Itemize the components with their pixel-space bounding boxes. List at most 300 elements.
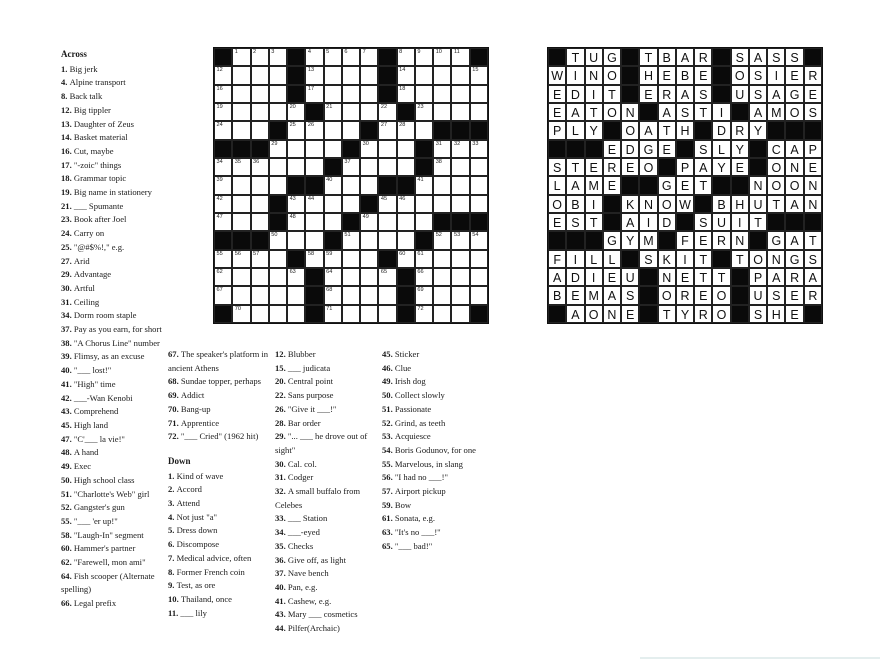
grid-cell[interactable]	[360, 48, 378, 66]
grid-cell[interactable]	[324, 140, 342, 158]
grid-cell[interactable]	[251, 213, 269, 231]
grid-cell[interactable]	[251, 250, 269, 268]
grid-cell[interactable]	[378, 305, 396, 323]
grid-cell[interactable]	[470, 158, 488, 176]
clues-column-2	[168, 348, 274, 620]
solution-cell	[658, 103, 676, 121]
grid-cell[interactable]	[470, 85, 488, 103]
black-square	[433, 121, 451, 139]
grid-cell[interactable]	[287, 195, 305, 213]
grid-cell[interactable]	[232, 305, 250, 323]
grid-cell[interactable]	[214, 195, 232, 213]
grid-cell[interactable]	[287, 286, 305, 304]
grid-cell[interactable]	[324, 286, 342, 304]
grid-cell[interactable]	[287, 213, 305, 231]
grid-cell[interactable]	[305, 66, 323, 84]
down-clues-column-3	[275, 348, 379, 636]
grid-cell[interactable]	[433, 176, 451, 194]
grid-cell[interactable]	[378, 103, 396, 121]
grid-cell[interactable]	[269, 85, 287, 103]
grid-cell[interactable]	[214, 85, 232, 103]
grid-cell[interactable]	[342, 305, 360, 323]
grid-cell[interactable]	[342, 85, 360, 103]
grid-cell[interactable]	[360, 176, 378, 194]
grid-cell[interactable]	[305, 213, 323, 231]
grid-cell[interactable]	[269, 268, 287, 286]
solution-letter: P	[753, 270, 763, 285]
solution-letter: O	[588, 307, 599, 322]
solution-cell	[621, 268, 639, 286]
grid-cell[interactable]	[451, 231, 469, 249]
grid-cell[interactable]	[451, 268, 469, 286]
clue-number: 39	[216, 177, 223, 184]
grid-cell[interactable]	[251, 305, 269, 323]
grid-cell[interactable]	[415, 66, 433, 84]
solution-cell	[621, 121, 639, 139]
grid-cell[interactable]	[451, 103, 469, 121]
grid-cell[interactable]	[360, 140, 378, 158]
grid-cell[interactable]	[451, 286, 469, 304]
grid-cell[interactable]	[360, 250, 378, 268]
grid-cell[interactable]	[360, 158, 378, 176]
solution-letter: H	[771, 307, 781, 322]
solution-cell	[731, 48, 749, 66]
grid-cell[interactable]	[451, 48, 469, 66]
grid-cell[interactable]	[378, 121, 396, 139]
black-square	[639, 268, 657, 286]
solution-letter: D	[625, 142, 635, 157]
solution-letter: A	[753, 105, 763, 120]
solution-letter: G	[789, 87, 800, 102]
grid-cell[interactable]	[470, 268, 488, 286]
grid-cell[interactable]	[397, 213, 415, 231]
grid-cell[interactable]	[342, 231, 360, 249]
clue-number: 35	[234, 158, 241, 165]
black-square	[548, 231, 566, 249]
grid-cell[interactable]	[269, 250, 287, 268]
solution-cell	[767, 158, 785, 176]
solution-cell	[804, 231, 822, 249]
grid-cell[interactable]	[287, 158, 305, 176]
grid-cell[interactable]	[214, 103, 232, 121]
grid-cell[interactable]	[360, 213, 378, 231]
grid-cell[interactable]	[232, 195, 250, 213]
grid-cell[interactable]	[214, 176, 232, 194]
grid-cell[interactable]	[232, 121, 250, 139]
black-square	[397, 103, 415, 121]
solution-letter: A	[607, 289, 617, 304]
solution-cell	[731, 158, 749, 176]
grid-cell[interactable]	[342, 176, 360, 194]
grid-cell[interactable]	[360, 231, 378, 249]
grid-cell[interactable]	[360, 268, 378, 286]
grid-cell[interactable]	[397, 140, 415, 158]
solution-letter: G	[661, 179, 672, 194]
black-square	[378, 66, 396, 84]
grid-cell[interactable]	[415, 268, 433, 286]
clue-number: 16	[216, 85, 223, 92]
grid-cell[interactable]	[324, 121, 342, 139]
black-square	[470, 48, 488, 66]
black-square	[548, 305, 566, 323]
grid-cell[interactable]	[232, 250, 250, 268]
black-square	[470, 213, 488, 231]
grid-cell[interactable]	[397, 158, 415, 176]
grid-cell[interactable]	[378, 158, 396, 176]
solution-cell	[767, 176, 785, 194]
solution-letter: N	[808, 197, 818, 212]
grid-cell[interactable]	[214, 250, 232, 268]
grid-cell[interactable]	[397, 66, 415, 84]
grid-cell[interactable]	[470, 140, 488, 158]
black-square	[585, 231, 603, 249]
grid-cell[interactable]	[433, 66, 451, 84]
grid-cell[interactable]	[451, 176, 469, 194]
grid-cell[interactable]	[232, 158, 250, 176]
down-clue: 63. "It's no ___!"	[382, 527, 441, 538]
grid-cell[interactable]	[360, 66, 378, 84]
solution-cell	[749, 213, 767, 231]
grid-cell[interactable]	[214, 66, 232, 84]
solution-letter: A	[571, 105, 580, 120]
black-square	[712, 250, 730, 268]
grid-cell[interactable]	[433, 158, 451, 176]
grid-cell[interactable]	[305, 158, 323, 176]
down-clue: 45. Sticker	[382, 349, 420, 359]
solution-cell	[767, 85, 785, 103]
grid-cell[interactable]	[378, 213, 396, 231]
solution-letter: I	[591, 197, 596, 212]
grid-cell[interactable]	[305, 250, 323, 268]
grid-cell[interactable]	[415, 195, 433, 213]
solution-cell	[749, 103, 767, 121]
grid-cell[interactable]	[269, 66, 287, 84]
grid-cell[interactable]	[470, 66, 488, 84]
grid-cell[interactable]	[305, 140, 323, 158]
clue-number: 64	[326, 268, 333, 275]
grid-cell[interactable]	[451, 195, 469, 213]
across-clue: 30. Artful	[61, 282, 95, 293]
grid-cell[interactable]	[324, 85, 342, 103]
grid-cell[interactable]	[342, 48, 360, 66]
grid-cell[interactable]	[360, 85, 378, 103]
grid-cell[interactable]	[251, 158, 269, 176]
grid-cell[interactable]	[360, 103, 378, 121]
grid-cell[interactable]	[342, 286, 360, 304]
grid-cell[interactable]	[470, 250, 488, 268]
grid-cell[interactable]	[342, 103, 360, 121]
solution-cell	[767, 48, 785, 66]
across-clue: 47. "C'___ la vie!"	[61, 433, 125, 444]
grid-cell[interactable]	[232, 66, 250, 84]
down-clue: 34. ___-eyed	[275, 527, 320, 538]
grid-cell[interactable]	[232, 213, 250, 231]
clue-number: 10	[435, 49, 442, 55]
solution-letter: I	[719, 105, 724, 120]
grid-cell[interactable]	[397, 121, 415, 139]
grid-cell[interactable]	[287, 103, 305, 121]
grid-cell[interactable]	[433, 85, 451, 103]
grid-cell[interactable]	[415, 213, 433, 231]
across-clue: 52. Gangster's gun	[61, 502, 125, 513]
clue-number: 68	[326, 287, 333, 294]
solution-letter: A	[644, 124, 653, 139]
grid-cell[interactable]	[415, 286, 433, 304]
solution-cell	[658, 121, 676, 139]
solution-cell	[676, 121, 694, 139]
down-clue: 28. Bar order	[275, 417, 321, 428]
grid-cell[interactable]	[287, 140, 305, 158]
solution-letter: N	[790, 160, 800, 175]
across-clue: 68. Sundae topper, perhaps	[168, 376, 261, 387]
grid-cell[interactable]	[232, 176, 250, 194]
grid-cell[interactable]	[232, 103, 250, 121]
grid-cell[interactable]	[451, 305, 469, 323]
grid-cell[interactable]	[433, 195, 451, 213]
solution-cell	[731, 213, 749, 231]
grid-cell[interactable]	[287, 305, 305, 323]
down-heading: Down	[168, 455, 191, 466]
solution-cell	[603, 140, 621, 158]
grid-cell[interactable]	[433, 305, 451, 323]
grid-cell[interactable]	[324, 305, 342, 323]
solution-cell	[639, 66, 657, 84]
clue-number: 54	[472, 232, 479, 239]
grid-cell[interactable]	[378, 231, 396, 249]
solution-cell	[639, 85, 657, 103]
solution-letter: S	[790, 51, 799, 65]
grid-cell[interactable]	[342, 195, 360, 213]
solution-cell	[621, 231, 639, 249]
solution-cell	[785, 158, 803, 176]
solution-cell	[639, 250, 657, 268]
grid-cell[interactable]	[324, 48, 342, 66]
down-clue: 10. Thailand, once	[168, 593, 232, 604]
grid-cell[interactable]	[214, 121, 232, 139]
solution-letter: B	[717, 197, 726, 212]
grid-cell[interactable]	[470, 176, 488, 194]
grid-cell[interactable]	[342, 121, 360, 139]
grid-cell[interactable]	[305, 121, 323, 139]
black-square	[694, 121, 712, 139]
across-clue: 19. Big name in stationery	[61, 187, 152, 198]
grid-cell[interactable]	[305, 85, 323, 103]
solution-letter: A	[626, 215, 635, 230]
grid-cell[interactable]	[324, 176, 342, 194]
grid-cell[interactable]	[232, 48, 250, 66]
solution-cell	[804, 66, 822, 84]
black-square	[305, 268, 323, 286]
clue-number: 52	[435, 232, 442, 239]
clue-number: 8	[399, 49, 403, 55]
grid-cell[interactable]	[415, 48, 433, 66]
grid-cell[interactable]	[269, 286, 287, 304]
grid-cell[interactable]	[397, 231, 415, 249]
black-square	[731, 176, 749, 194]
solution-cell	[804, 195, 822, 213]
grid-cell[interactable]	[415, 103, 433, 121]
solution-cell	[785, 48, 803, 66]
grid-cell[interactable]	[415, 250, 433, 268]
solution-cell	[785, 176, 803, 194]
grid-cell[interactable]	[269, 176, 287, 194]
solution-cell	[658, 66, 676, 84]
solution-letter: S	[699, 215, 708, 230]
grid-cell[interactable]	[251, 48, 269, 66]
grid-cell[interactable]	[287, 231, 305, 249]
across-clue: 23. Book after Joel	[61, 214, 127, 225]
grid-cell[interactable]	[324, 103, 342, 121]
grid-cell[interactable]	[433, 231, 451, 249]
grid-cell[interactable]	[305, 231, 323, 249]
grid-cell[interactable]	[451, 85, 469, 103]
grid-cell[interactable]	[324, 268, 342, 286]
solution-cell	[749, 85, 767, 103]
solution-letter: L	[571, 124, 579, 139]
grid-cell[interactable]	[451, 250, 469, 268]
grid-cell[interactable]	[378, 140, 396, 158]
grid-cell[interactable]	[470, 103, 488, 121]
solution-cell	[767, 286, 785, 304]
grid-cell[interactable]	[251, 268, 269, 286]
across-clue: 49. Exec	[61, 461, 92, 472]
grid-cell[interactable]	[251, 195, 269, 213]
solution-letter: L	[608, 252, 616, 267]
grid-cell[interactable]	[433, 268, 451, 286]
grid-cell[interactable]	[470, 195, 488, 213]
solution-cell	[621, 103, 639, 121]
grid-cell[interactable]	[269, 231, 287, 249]
grid-cell[interactable]	[232, 268, 250, 286]
grid-cell[interactable]	[214, 213, 232, 231]
grid-cell[interactable]	[324, 66, 342, 84]
grid-cell[interactable]	[251, 85, 269, 103]
solution-cell	[658, 140, 676, 158]
solution-cell	[566, 103, 584, 121]
black-square	[214, 140, 232, 158]
black-square	[397, 286, 415, 304]
grid-cell[interactable]	[451, 140, 469, 158]
solution-cell	[566, 85, 584, 103]
grid-cell[interactable]	[470, 286, 488, 304]
grid-cell[interactable]	[251, 176, 269, 194]
grid-cell[interactable]	[415, 305, 433, 323]
grid-cell[interactable]	[451, 66, 469, 84]
grid-cell[interactable]	[214, 286, 232, 304]
solution-cell	[694, 85, 712, 103]
grid-cell[interactable]	[470, 231, 488, 249]
grid-cell[interactable]	[397, 85, 415, 103]
grid-cell[interactable]	[415, 121, 433, 139]
grid-cell[interactable]	[433, 250, 451, 268]
grid-cell[interactable]	[251, 103, 269, 121]
grid-cell[interactable]	[269, 140, 287, 158]
solution-cell	[694, 213, 712, 231]
solution-cell	[767, 195, 785, 213]
grid-cell[interactable]	[342, 250, 360, 268]
grid-cell[interactable]	[269, 158, 287, 176]
solution-cell	[694, 66, 712, 84]
grid-cell[interactable]	[397, 195, 415, 213]
grid-cell[interactable]	[214, 158, 232, 176]
grid-cell[interactable]	[324, 250, 342, 268]
clue-number: 7	[362, 49, 366, 55]
black-square	[470, 305, 488, 323]
clue-number: 55	[216, 250, 223, 257]
solution-letter: I	[646, 215, 651, 230]
grid-cell[interactable]	[378, 286, 396, 304]
solution-cell	[548, 195, 566, 213]
grid-cell[interactable]	[287, 121, 305, 139]
grid-cell[interactable]	[433, 48, 451, 66]
grid-cell[interactable]	[415, 176, 433, 194]
black-square	[342, 140, 360, 158]
grid-cell[interactable]	[397, 250, 415, 268]
grid-cell[interactable]	[342, 158, 360, 176]
grid-cell[interactable]	[232, 286, 250, 304]
solution-letter: A	[772, 87, 781, 102]
grid-cell[interactable]	[415, 85, 433, 103]
grid-cell[interactable]	[342, 66, 360, 84]
solution-letter: N	[662, 270, 672, 285]
down-clue: 32. A small buffalo from Celebes	[275, 486, 361, 510]
black-square	[287, 85, 305, 103]
black-square	[804, 48, 822, 66]
grid-cell[interactable]	[269, 48, 287, 66]
solution-cell	[603, 268, 621, 286]
grid-cell[interactable]	[269, 305, 287, 323]
grid-cell[interactable]	[360, 305, 378, 323]
grid-cell[interactable]	[433, 286, 451, 304]
grid-cell[interactable]	[324, 195, 342, 213]
solution-letter: E	[626, 160, 635, 175]
grid-cell[interactable]	[251, 286, 269, 304]
grid-cell[interactable]	[378, 268, 396, 286]
solution-cell	[566, 66, 584, 84]
solution-cell	[731, 231, 749, 249]
grid-cell[interactable]	[305, 195, 323, 213]
across-clue: 51. "Charlotte's Web" girl	[61, 488, 150, 499]
across-clue: 67. The speaker's platform in ancient Athens	[168, 349, 269, 373]
grid-cell[interactable]	[305, 48, 323, 66]
across-clue: 14. Basket material	[61, 132, 128, 143]
grid-cell[interactable]	[342, 268, 360, 286]
grid-cell[interactable]	[433, 140, 451, 158]
solution-cell	[676, 286, 694, 304]
solution-cell	[749, 121, 767, 139]
solution-letter: T	[589, 215, 598, 230]
solution-cell	[694, 158, 712, 176]
grid-cell[interactable]	[378, 195, 396, 213]
grid-cell[interactable]	[232, 85, 250, 103]
solution-letter: O	[552, 197, 562, 212]
clue-number: 19	[216, 103, 223, 110]
solution-cell	[767, 140, 785, 158]
grid-cell[interactable]	[451, 158, 469, 176]
solution-cell	[767, 305, 785, 323]
grid-cell[interactable]	[269, 103, 287, 121]
grid-cell[interactable]	[251, 66, 269, 84]
grid-cell[interactable]	[397, 48, 415, 66]
grid-cell[interactable]	[324, 213, 342, 231]
black-square	[451, 213, 469, 231]
grid-cell[interactable]	[214, 268, 232, 286]
grid-cell[interactable]	[287, 268, 305, 286]
across-clue: 66. Legal prefix	[61, 598, 117, 609]
grid-cell[interactable]	[433, 103, 451, 121]
grid-cell[interactable]	[360, 286, 378, 304]
grid-cell[interactable]	[251, 121, 269, 139]
